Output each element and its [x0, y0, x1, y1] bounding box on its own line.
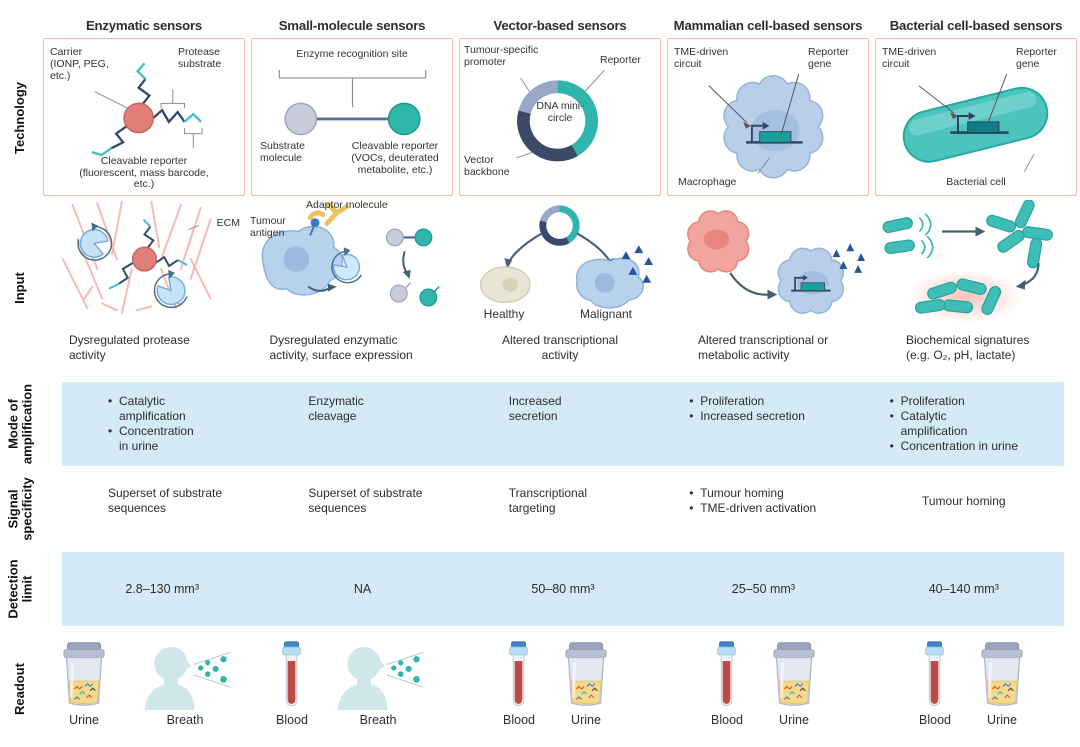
amplification-vector: Increased secretion [508, 394, 562, 423]
cleavable-reporter-label: Cleavable reporter (VOCs, deuterated metabolite, etc.) [351, 140, 439, 176]
bacterial-cell-label: Bacterial cell [946, 176, 1006, 189]
malignant-label: Malignant [579, 307, 633, 321]
tme-driven-circuit-label: TME-driven circuit [674, 46, 729, 70]
technology-row [0, 36, 1080, 200]
tme-driven-circuit-label: TME-driven circuit [882, 46, 937, 70]
tumour-specific-promoter-label: Tumour-specific promoter [464, 44, 539, 68]
urine-cup-icon [53, 640, 115, 710]
dna-minicircle-label: DNA mini-circle [536, 100, 584, 124]
specificity-row [0, 472, 1080, 546]
readout-label: Urine [987, 713, 1017, 727]
readout-label: Breath [166, 713, 204, 727]
amplification-bacterial: • Proliferation • Catalytic amplification • Concentration in urine [864, 382, 1064, 466]
detection-enzymatic: 2.8–130 mm³ [125, 582, 200, 596]
input-caption: Dysregulated protease activity [69, 333, 190, 362]
nanoparticle-icon [133, 247, 157, 271]
input-caption: Biochemical signatures (e.g. O₂, pH, lactate) [906, 333, 1030, 362]
specificity-small-molecule: Superset of substrate sequences [308, 486, 423, 515]
reporter-gene-label: Reporter gene [808, 46, 849, 70]
technology-mammalian-cell [664, 36, 872, 200]
detection-vector: 50–80 mm³ [531, 582, 595, 596]
specificity-enzymatic: Superset of substrate sequences [108, 486, 223, 515]
urine-cup-icon [555, 640, 617, 710]
detection-mammalian: 25–50 mm³ [731, 582, 795, 596]
readout-label: Blood [711, 713, 743, 727]
amplification-enzymatic: • Catalytic amplification • Concentration in urine [62, 382, 262, 466]
header-corner [0, 0, 40, 36]
input-bacterial-cell [872, 200, 1080, 376]
technology-bacterial-cell [872, 36, 1080, 200]
detection-small-molecule: NA [353, 582, 372, 596]
readout-row [0, 632, 1080, 746]
enzyme-recognition-site-label: Enzyme recognition site [296, 48, 408, 60]
healthy-label: Healthy [483, 307, 525, 321]
specificity-vector: Transcriptional targeting [508, 486, 588, 515]
input-caption: Dysregulated enzymatic activity, surface expression [269, 333, 413, 362]
column-title-mammalian: Mammalian cell-based sensors [673, 18, 863, 33]
ecm-label: ECM [216, 217, 240, 229]
specificity-bacterial: Tumour homing [921, 494, 1006, 508]
readout-label: Blood [919, 713, 951, 727]
bacteria-homing-illustration [872, 200, 1080, 330]
tumour-antigen-label: Tumour antigen [250, 215, 286, 239]
macrophage-activation-illustration [664, 200, 872, 330]
input-mammalian-cell [664, 200, 872, 376]
input-caption: Altered transcriptional or metabolic activity [698, 333, 829, 362]
row-label-detection: Detection limit [5, 559, 34, 619]
breath-icon [328, 640, 428, 710]
column-title-small-molecule: Small-molecule sensors [278, 18, 426, 33]
substrate-molecule-label: Substrate molecule [260, 140, 305, 164]
input-caption: Altered transcriptional activity [501, 333, 619, 362]
detection-limit-row [0, 546, 1080, 632]
row-label-specificity: Signal specificity [5, 477, 34, 541]
readout-label: Urine [571, 713, 601, 727]
protease-icon [153, 273, 191, 310]
row-label-amplification: Mode of amplification [5, 383, 34, 465]
row-label-input: Input [12, 272, 28, 304]
readout-bacterial [872, 632, 1080, 746]
blood-tube-icon [713, 640, 740, 710]
readout-label: Urine [69, 713, 99, 727]
readout-mammalian [664, 632, 872, 746]
detection-bacterial: 40–140 mm³ [928, 582, 999, 596]
technology-enzymatic-cell [40, 36, 248, 200]
readout-label: Breath [359, 713, 397, 727]
protease-substrate-label: Protease substrate [178, 46, 222, 70]
adaptor-molecule-label: Adaptor molecule [306, 199, 388, 211]
row-label-technology: Technology [12, 82, 28, 154]
amplification-small-molecule: Enzymatic cleavage [308, 394, 364, 423]
blood-tube-icon [278, 640, 305, 710]
readout-vector [456, 632, 664, 746]
input-row [0, 200, 1080, 376]
header-row [0, 0, 1080, 36]
readout-label: Blood [503, 713, 535, 727]
blood-tube-icon [505, 640, 532, 710]
amplification-row [0, 376, 1080, 472]
tumour-antigen-icon [311, 218, 320, 227]
readout-label: Urine [779, 713, 809, 727]
column-title-vector: Vector-based sensors [493, 18, 627, 33]
readout-enzymatic [40, 632, 248, 746]
reporter-label: Reporter [600, 54, 641, 66]
amplification-mammalian: • Proliferation • Increased secretion [663, 382, 863, 466]
urine-cup-icon [971, 640, 1033, 710]
macrophage-label: Macrophage [678, 176, 737, 189]
column-title-enzymatic: Enzymatic sensors [85, 18, 203, 33]
breath-icon [135, 640, 235, 710]
column-title-bacterial: Bacterial cell-based sensors [889, 18, 1063, 33]
signal-waves-icon [919, 214, 932, 258]
carrier-label: Carrier (IONP, PEG, etc.) [50, 46, 109, 82]
urine-cup-icon [763, 640, 825, 710]
row-label-readout: Readout [12, 663, 28, 715]
cleavable-reporter-label: Cleavable reporter (fluorescent, mass barcode, etc.) [79, 154, 209, 191]
input-enzymatic-cell [40, 200, 248, 376]
blood-tube-icon [921, 640, 948, 710]
technology-small-molecule-cell [248, 36, 456, 200]
readout-small-molecule [248, 632, 456, 746]
technology-vector-cell [456, 36, 664, 200]
vector-backbone-label: Vector backbone [464, 154, 510, 178]
readout-label: Blood [276, 713, 308, 727]
input-vector-cell [456, 200, 664, 376]
input-small-molecule-cell [248, 200, 456, 376]
reporter-gene-label: Reporter gene [1016, 46, 1057, 70]
specificity-mammalian: • Tumour homing • TME-driven activation [663, 472, 863, 546]
